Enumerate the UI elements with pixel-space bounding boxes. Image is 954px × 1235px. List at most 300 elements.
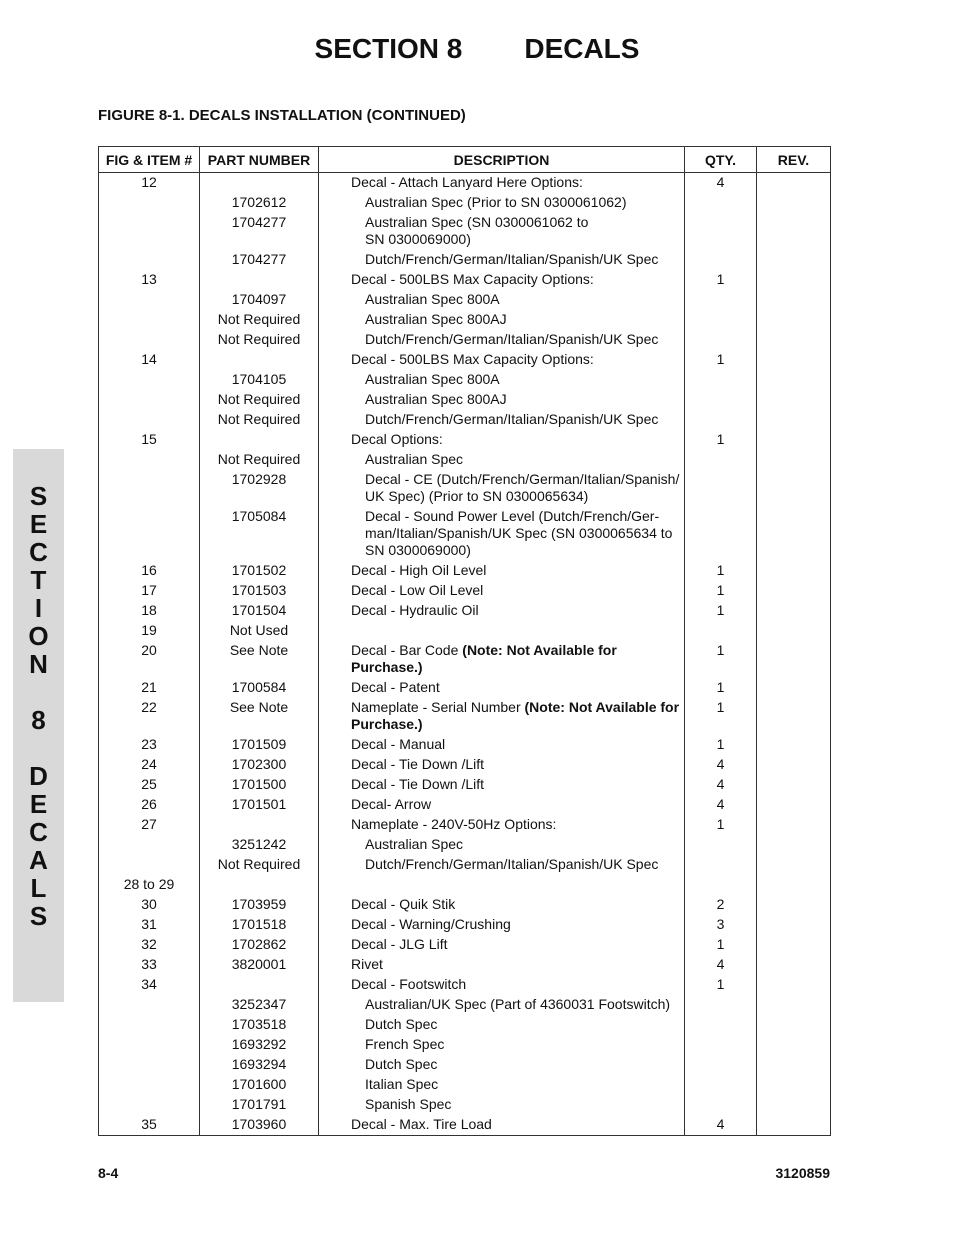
description-cell — [319, 193, 685, 213]
rev-cell — [757, 561, 831, 581]
side-tab-letter: S — [29, 481, 48, 511]
part-number-cell: 1701504 — [200, 601, 319, 621]
part-number-cell — [200, 270, 319, 290]
description-text: Rivet — [351, 956, 383, 972]
table-row — [99, 561, 831, 581]
description-cell — [319, 410, 685, 430]
rev-cell — [757, 390, 831, 410]
fig-item-cell: 35 — [99, 1115, 200, 1136]
qty-cell — [685, 193, 757, 213]
part-number-cell: 1704105 — [200, 370, 319, 390]
rev-cell — [757, 470, 831, 507]
description-cell — [319, 678, 685, 698]
part-number-cell — [200, 350, 319, 370]
description-cell — [319, 955, 685, 975]
description-cell — [319, 173, 685, 193]
fig-item-cell: 24 — [99, 755, 200, 775]
side-tab-letter: S — [29, 901, 48, 931]
part-number-cell: 1702612 — [200, 193, 319, 213]
part-number-cell: See Note — [200, 698, 319, 735]
qty-cell — [685, 875, 757, 895]
qty-cell: 1 — [685, 975, 757, 995]
part-number-cell — [200, 975, 319, 995]
rev-cell — [757, 430, 831, 450]
section-side-tab — [13, 449, 64, 1002]
table-row — [99, 601, 831, 621]
part-number-cell: 1702300 — [200, 755, 319, 775]
description-cell — [319, 330, 685, 350]
qty-cell — [685, 835, 757, 855]
part-number-cell: 1704097 — [200, 290, 319, 310]
qty-cell — [685, 390, 757, 410]
fig-item-cell: 23 — [99, 735, 200, 755]
table-row — [99, 1015, 831, 1035]
description-text: Dutch/French/German/Italian/Spanish/UK Spec — [365, 856, 659, 872]
rev-cell — [757, 621, 831, 641]
qty-cell: 4 — [685, 755, 757, 775]
description-cell — [319, 698, 685, 735]
table-row — [99, 507, 831, 561]
fig-item-cell: 30 — [99, 895, 200, 915]
description-text: Spanish Spec — [365, 1096, 452, 1112]
qty-cell: 4 — [685, 775, 757, 795]
fig-item-cell: 16 — [99, 561, 200, 581]
description-cell — [319, 621, 685, 641]
qty-cell: 4 — [685, 955, 757, 975]
rev-cell — [757, 370, 831, 390]
description-text: Decal - Tie Down /Lift — [351, 756, 485, 772]
description-text: Decal - High Oil Level — [351, 562, 487, 578]
col-header-fig: FIG & ITEM # — [99, 147, 200, 173]
description-cell — [319, 1075, 685, 1095]
qty-cell — [685, 995, 757, 1015]
description-cell — [319, 250, 685, 270]
description-note: (Note: Not Available for Purchase.) — [351, 699, 680, 732]
col-header-desc: DESCRIPTION — [319, 147, 685, 173]
rev-cell — [757, 775, 831, 795]
description-text: Nameplate - 240V-50Hz Options: — [351, 816, 557, 832]
description-cell — [319, 601, 685, 621]
rev-cell — [757, 507, 831, 561]
fig-item-cell — [99, 470, 200, 507]
fig-item-cell: 25 — [99, 775, 200, 795]
side-tab-letter: D — [29, 761, 48, 791]
description-text: Australian Spec 800A — [365, 291, 500, 307]
qty-cell: 1 — [685, 270, 757, 290]
rev-cell — [757, 270, 831, 290]
side-tab-letter: 8 — [31, 705, 46, 735]
rev-cell — [757, 915, 831, 935]
description-cell — [319, 270, 685, 290]
description-text: Decal - Max. Tire Load — [351, 1116, 492, 1132]
description-text: Australian/UK Spec (Part of 4360031 Footswitch) — [365, 996, 671, 1012]
part-number-cell: 1701503 — [200, 581, 319, 601]
table-row — [99, 370, 831, 390]
description-text: Dutch Spec — [365, 1056, 438, 1072]
qty-cell — [685, 330, 757, 350]
description-cell — [319, 995, 685, 1015]
rev-cell — [757, 1035, 831, 1055]
description-text: Decal - CE (Dutch/French/German/Italian/Spanish/ UK Spec) (Prior to SN 0300065634) — [365, 471, 680, 504]
qty-cell: 1 — [685, 735, 757, 755]
side-tab-letter: A — [29, 845, 48, 875]
fig-item-cell — [99, 410, 200, 430]
rev-cell — [757, 250, 831, 270]
fig-item-cell — [99, 855, 200, 875]
fig-item-cell: 19 — [99, 621, 200, 641]
fig-item-cell — [99, 1035, 200, 1055]
description-text: Decal- Arrow — [351, 796, 432, 812]
rev-cell — [757, 350, 831, 370]
part-number-cell: 1701518 — [200, 915, 319, 935]
doc-number: 3120859 — [775, 1165, 830, 1181]
rev-cell — [757, 1095, 831, 1115]
part-number-cell: 1693292 — [200, 1035, 319, 1055]
fig-item-cell: 32 — [99, 935, 200, 955]
description-cell — [319, 310, 685, 330]
table-row — [99, 1115, 831, 1136]
table-row — [99, 835, 831, 855]
fig-item-cell — [99, 390, 200, 410]
side-tab-letter: C — [29, 537, 48, 567]
qty-cell — [685, 470, 757, 507]
description-text: Decal - 500LBS Max Capacity Options: — [351, 271, 594, 287]
qty-cell: 4 — [685, 795, 757, 815]
fig-item-cell: 15 — [99, 430, 200, 450]
side-tab-letter: I — [34, 593, 43, 623]
qty-cell: 1 — [685, 678, 757, 698]
qty-cell — [685, 370, 757, 390]
description-cell — [319, 755, 685, 775]
table-row — [99, 698, 831, 735]
fig-item-cell — [99, 450, 200, 470]
rev-cell — [757, 290, 831, 310]
table-row — [99, 1055, 831, 1075]
table-row — [99, 213, 831, 250]
rev-cell — [757, 1055, 831, 1075]
description-text: Dutch/French/German/Italian/Spanish/UK Spec — [365, 331, 659, 347]
part-number-cell: 3252347 — [200, 995, 319, 1015]
side-tab-letter: N — [29, 649, 48, 679]
table-row — [99, 581, 831, 601]
fig-item-cell: 22 — [99, 698, 200, 735]
rev-cell — [757, 855, 831, 875]
part-number-cell: 3820001 — [200, 955, 319, 975]
parts-table — [98, 146, 831, 1136]
part-number-cell: 1703518 — [200, 1015, 319, 1035]
qty-cell: 1 — [685, 698, 757, 735]
description-cell — [319, 895, 685, 915]
side-tab-letter — [13, 678, 64, 706]
description-text: Australian Spec (Prior to SN 0300061062) — [365, 194, 627, 210]
qty-cell — [685, 250, 757, 270]
table-row — [99, 935, 831, 955]
qty-cell: 2 — [685, 895, 757, 915]
table-row — [99, 1035, 831, 1055]
description-text: Australian Spec — [365, 836, 464, 852]
side-tab-letters — [13, 482, 64, 930]
description-text: Decal - Attach Lanyard Here Options: — [351, 174, 583, 190]
part-number-cell: Not Required — [200, 855, 319, 875]
part-number-cell: Not Required — [200, 310, 319, 330]
rev-cell — [757, 895, 831, 915]
fig-item-cell: 12 — [99, 173, 200, 193]
qty-cell: 4 — [685, 173, 757, 193]
description-cell — [319, 1115, 685, 1136]
part-number-cell: 1705084 — [200, 507, 319, 561]
page-number: 8-4 — [98, 1165, 119, 1181]
part-number-cell: Not Required — [200, 450, 319, 470]
table-row — [99, 895, 831, 915]
rev-cell — [757, 975, 831, 995]
rev-cell — [757, 795, 831, 815]
description-cell — [319, 795, 685, 815]
rev-cell — [757, 641, 831, 678]
qty-cell: 1 — [685, 350, 757, 370]
rev-cell — [757, 698, 831, 735]
part-number-cell: 1702928 — [200, 470, 319, 507]
table-row — [99, 470, 831, 507]
description-text: Decal Options: — [351, 431, 443, 447]
table-row — [99, 855, 831, 875]
description-cell — [319, 1095, 685, 1115]
description-text: Australian Spec 800AJ — [365, 311, 507, 327]
part-number-cell: 1703959 — [200, 895, 319, 915]
part-number-cell: 1701501 — [200, 795, 319, 815]
qty-cell — [685, 1095, 757, 1115]
side-tab-letter: T — [30, 565, 47, 595]
side-tab-letter: E — [29, 509, 48, 539]
rev-cell — [757, 410, 831, 430]
description-cell — [319, 935, 685, 955]
table-row — [99, 173, 831, 193]
rev-cell — [757, 755, 831, 775]
description-text: Dutch/French/German/Italian/Spanish/UK Spec — [365, 251, 659, 267]
description-cell — [319, 507, 685, 561]
description-cell — [319, 581, 685, 601]
description-text: Decal - Manual — [351, 736, 446, 752]
table-row — [99, 621, 831, 641]
table-row — [99, 270, 831, 290]
fig-item-cell: 33 — [99, 955, 200, 975]
qty-cell — [685, 290, 757, 310]
description-text: Decal - 500LBS Max Capacity Options: — [351, 351, 594, 367]
part-number-cell: Not Required — [200, 410, 319, 430]
description-cell — [319, 370, 685, 390]
rev-cell — [757, 1015, 831, 1035]
part-number-cell — [200, 875, 319, 895]
rev-cell — [757, 173, 831, 193]
fig-item-cell: 28 to 29 — [99, 875, 200, 895]
parts-table-body — [99, 173, 831, 1136]
description-text: Decal - Tie Down /Lift — [351, 776, 485, 792]
rev-cell — [757, 815, 831, 835]
qty-cell — [685, 507, 757, 561]
rev-cell — [757, 213, 831, 250]
rev-cell — [757, 995, 831, 1015]
fig-item-cell — [99, 310, 200, 330]
side-tab-letter: O — [28, 621, 49, 651]
part-number-cell: 1701509 — [200, 735, 319, 755]
fig-item-cell — [99, 1055, 200, 1075]
description-text: Australian Spec 800A — [365, 371, 500, 387]
table-row — [99, 955, 831, 975]
description-cell — [319, 775, 685, 795]
rev-cell — [757, 935, 831, 955]
description-text: Italian Spec — [365, 1076, 439, 1092]
table-row — [99, 330, 831, 350]
rev-cell — [757, 1115, 831, 1136]
table-row — [99, 1075, 831, 1095]
qty-cell: 1 — [685, 561, 757, 581]
part-number-cell: 1701600 — [200, 1075, 319, 1095]
table-row — [99, 995, 831, 1015]
qty-cell — [685, 450, 757, 470]
description-text: Decal - Quik Stik — [351, 896, 456, 912]
figure-title: FIGURE 8-1. DECALS INSTALLATION (CONTINUED) — [98, 107, 466, 124]
table-row — [99, 450, 831, 470]
part-number-cell: 3251242 — [200, 835, 319, 855]
description-text: French Spec — [365, 1036, 445, 1052]
rev-cell — [757, 875, 831, 895]
table-row — [99, 875, 831, 895]
part-number-cell — [200, 430, 319, 450]
qty-cell: 1 — [685, 641, 757, 678]
qty-cell — [685, 213, 757, 250]
table-row — [99, 350, 831, 370]
fig-item-cell: 17 — [99, 581, 200, 601]
description-text: Australian Spec 800AJ — [365, 391, 507, 407]
description-text: Australian Spec (SN 0300061062 to SN 0300069000) — [365, 214, 589, 247]
rev-cell — [757, 735, 831, 755]
fig-item-cell — [99, 213, 200, 250]
qty-cell — [685, 1055, 757, 1075]
part-number-cell: 1704277 — [200, 213, 319, 250]
description-cell — [319, 875, 685, 895]
qty-cell: 1 — [685, 935, 757, 955]
fig-item-cell — [99, 370, 200, 390]
part-number-cell — [200, 815, 319, 835]
rev-cell — [757, 450, 831, 470]
description-cell — [319, 1035, 685, 1055]
col-header-part: PART NUMBER — [200, 147, 319, 173]
description-text: Decal - JLG Lift — [351, 936, 448, 952]
qty-cell: 1 — [685, 581, 757, 601]
rev-cell — [757, 310, 831, 330]
qty-cell — [685, 1015, 757, 1035]
fig-item-cell — [99, 330, 200, 350]
part-number-cell: 1693294 — [200, 1055, 319, 1075]
side-tab-letter: C — [29, 817, 48, 847]
description-cell — [319, 430, 685, 450]
description-text: Decal - Sound Power Level (Dutch/French/Ger- man/Italian/Spanish/UK Spec (SN 0300065634 to SN 0300069000) — [365, 508, 673, 558]
part-number-cell: 1701791 — [200, 1095, 319, 1115]
description-cell — [319, 641, 685, 678]
qty-cell: 3 — [685, 915, 757, 935]
col-header-rev: REV. — [757, 147, 831, 173]
part-number-cell: Not Required — [200, 390, 319, 410]
description-text: Nameplate - Serial Number — [351, 699, 525, 715]
description-text: Decal - Footswitch — [351, 976, 467, 992]
table-row — [99, 755, 831, 775]
description-text: Decal - Hydraulic Oil — [351, 602, 479, 618]
description-text: Australian Spec — [365, 451, 464, 467]
side-tab-letter: E — [29, 789, 48, 819]
col-header-qty: QTY. — [685, 147, 757, 173]
fig-item-cell — [99, 193, 200, 213]
description-text: Decal - Warning/Crushing — [351, 916, 511, 932]
table-row — [99, 975, 831, 995]
rev-cell — [757, 678, 831, 698]
side-tab-letter — [13, 734, 64, 762]
part-number-cell — [200, 173, 319, 193]
description-cell — [319, 975, 685, 995]
fig-item-cell: 13 — [99, 270, 200, 290]
description-text: Dutch/French/German/Italian/Spanish/UK Spec — [365, 411, 659, 427]
description-cell — [319, 1015, 685, 1035]
description-cell — [319, 1055, 685, 1075]
qty-cell — [685, 855, 757, 875]
rev-cell — [757, 955, 831, 975]
fig-item-cell — [99, 995, 200, 1015]
section-label: SECTION 8 — [314, 33, 463, 64]
table-row — [99, 678, 831, 698]
part-number-cell: 1701500 — [200, 775, 319, 795]
description-cell — [319, 735, 685, 755]
table-row — [99, 775, 831, 795]
table-row — [99, 410, 831, 430]
qty-cell: 1 — [685, 601, 757, 621]
rev-cell — [757, 835, 831, 855]
table-row — [99, 815, 831, 835]
rev-cell — [757, 330, 831, 350]
part-number-cell: 1701502 — [200, 561, 319, 581]
qty-cell: 1 — [685, 430, 757, 450]
description-cell — [319, 213, 685, 250]
qty-cell — [685, 621, 757, 641]
description-cell — [319, 470, 685, 507]
qty-cell — [685, 1075, 757, 1095]
table-row — [99, 1095, 831, 1115]
table-row — [99, 641, 831, 678]
description-cell — [319, 835, 685, 855]
fig-item-cell — [99, 1075, 200, 1095]
table-row — [99, 430, 831, 450]
description-text: Dutch Spec — [365, 1016, 438, 1032]
part-number-cell: 1704277 — [200, 250, 319, 270]
description-cell — [319, 815, 685, 835]
part-number-cell: See Note — [200, 641, 319, 678]
description-cell — [319, 290, 685, 310]
description-cell — [319, 350, 685, 370]
rev-cell — [757, 193, 831, 213]
table-row — [99, 390, 831, 410]
fig-item-cell: 18 — [99, 601, 200, 621]
fig-item-cell: 34 — [99, 975, 200, 995]
description-text: Decal - Patent — [351, 679, 440, 695]
part-number-cell: Not Required — [200, 330, 319, 350]
fig-item-cell — [99, 250, 200, 270]
description-cell — [319, 915, 685, 935]
table-row — [99, 290, 831, 310]
part-number-cell: 1703960 — [200, 1115, 319, 1136]
fig-item-cell: 20 — [99, 641, 200, 678]
description-cell — [319, 561, 685, 581]
fig-item-cell — [99, 835, 200, 855]
fig-item-cell: 26 — [99, 795, 200, 815]
part-number-cell: Not Used — [200, 621, 319, 641]
fig-item-cell: 27 — [99, 815, 200, 835]
